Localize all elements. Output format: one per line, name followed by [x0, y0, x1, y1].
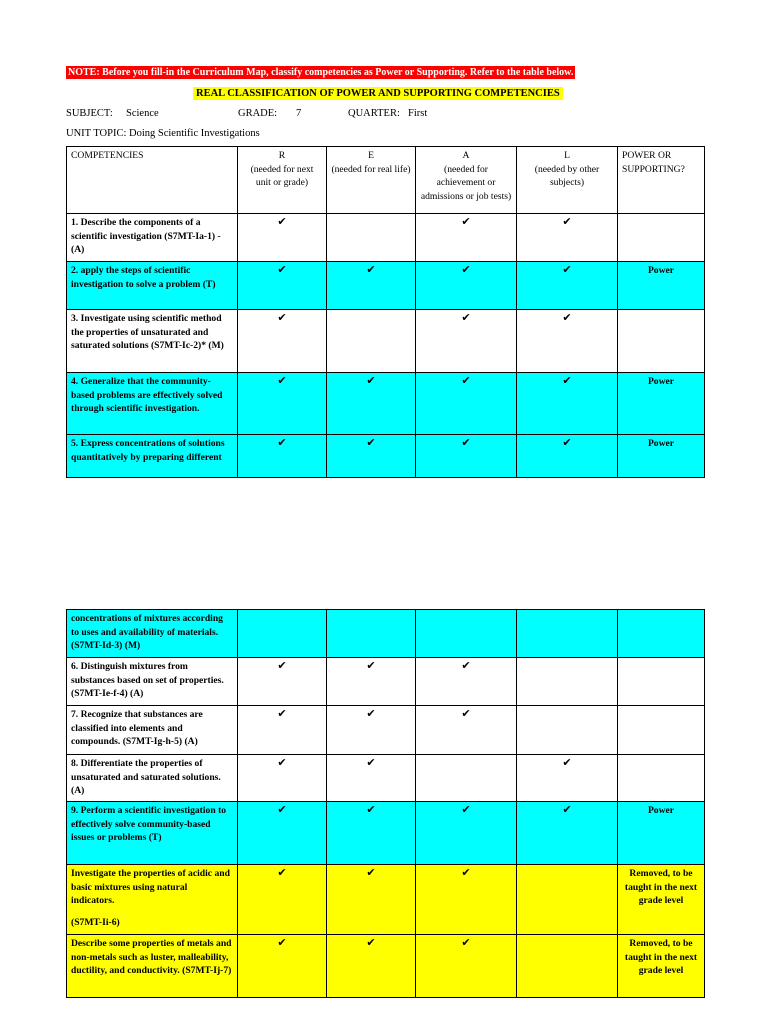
criterion-l-cell [517, 435, 618, 478]
header-e-letter: E [368, 150, 374, 161]
checkmark-icon: ✔ [461, 312, 471, 324]
checkmark-icon: ✔ [461, 437, 471, 449]
competency-cell [67, 755, 238, 802]
power-supporting-cell [618, 373, 705, 435]
criterion-a-cell [416, 658, 517, 706]
quarter-label: QUARTER: [348, 108, 400, 119]
classification-value: Power [647, 438, 675, 449]
checkmark-icon: ✔ [562, 264, 572, 276]
criterion-l-cell [517, 865, 618, 935]
criterion-r-cell [238, 802, 327, 865]
table-header-row [67, 147, 705, 214]
criterion-l-cell [517, 802, 618, 865]
power-supporting-cell [618, 435, 705, 478]
checkmark-icon: ✔ [277, 937, 287, 949]
criterion-r-cell [238, 658, 327, 706]
quarter-value: First [408, 108, 428, 119]
checkmark-icon: ✔ [461, 264, 471, 276]
competency-row [67, 373, 705, 435]
header-r-desc: (needed for next unit or grade) [250, 163, 314, 188]
competency-row [67, 262, 705, 310]
competency-row [67, 310, 705, 373]
competency-text: 7. Recognize that substances are classified into elements and compounds. (S7MT-Ig-h-5) (A) [71, 709, 203, 747]
criterion-e-cell [327, 706, 416, 755]
power-supporting-cell [618, 706, 705, 755]
power-supporting-cell [618, 262, 705, 310]
power-supporting-cell [618, 935, 705, 998]
competency-cell [67, 610, 238, 658]
classification-value: Removed, to be taught in the next grade level [624, 868, 698, 906]
competency-table-part2 [66, 609, 705, 998]
competency-text: 3. Investigate using scientific method the properties of unsaturated and saturated solutions (S7MT-Ic-2)* (M) [71, 313, 224, 351]
checkmark-icon: ✔ [366, 264, 376, 276]
competency-cell [67, 935, 238, 998]
competency-row [67, 214, 705, 262]
checkmark-icon: ✔ [562, 757, 572, 769]
power-supporting-cell [618, 610, 705, 658]
power-supporting-cell [618, 802, 705, 865]
instruction-note: NOTE: Before you fill-in the Curriculum Map, classify competencies as Power or Supporting. Refer to the table below. [68, 67, 574, 78]
competency-row [67, 435, 705, 478]
checkmark-icon: ✔ [366, 804, 376, 816]
header-a-desc: (needed for achievement or admissions or job tests) [420, 163, 512, 202]
header-e-desc: (needed for real life) [331, 163, 411, 175]
header-l-letter: L [564, 150, 570, 161]
power-supporting-cell [618, 658, 705, 706]
unit-topic: UNIT TOPIC: Doing Scientific Investigations [66, 128, 260, 139]
competency-cell [67, 706, 238, 755]
criterion-e-cell [327, 802, 416, 865]
criterion-a-cell [416, 802, 517, 865]
competency-row [67, 658, 705, 706]
criterion-e-cell [327, 435, 416, 478]
classification-value: Power [647, 265, 675, 276]
subject-value: Science [126, 108, 159, 119]
competency-cell [67, 658, 238, 706]
header-a-letter: A [462, 150, 470, 161]
criterion-a-cell [416, 865, 517, 935]
checkmark-icon: ✔ [366, 660, 376, 672]
competency-cell [67, 802, 238, 865]
checkmark-icon: ✔ [277, 312, 287, 324]
checkmark-icon: ✔ [277, 216, 287, 228]
header-r [238, 147, 327, 214]
competency-text: Describe some properties of metals and non-metals such as luster, malleability, ductility, and conductivity. (S7MT-Ij-7) [71, 938, 232, 976]
checkmark-icon: ✔ [366, 937, 376, 949]
competency-row [67, 935, 705, 998]
criterion-a-cell [416, 214, 517, 262]
header-r-letter: R [278, 150, 286, 161]
checkmark-icon: ✔ [461, 937, 471, 949]
checkmark-icon: ✔ [562, 216, 572, 228]
criterion-r-cell [238, 706, 327, 755]
criterion-a-cell [416, 755, 517, 802]
checkmark-icon: ✔ [562, 375, 572, 387]
criterion-l-cell [517, 935, 618, 998]
subject-label: SUBJECT: [66, 108, 113, 119]
competency-text: concentrations of mixtures according to uses and availability of materials. (S7MT-Id-3) (M) [71, 613, 223, 651]
criterion-e-cell [327, 310, 416, 373]
checkmark-icon: ✔ [562, 312, 572, 324]
checkmark-icon: ✔ [562, 437, 572, 449]
classification-value: Power [647, 376, 675, 387]
criterion-r-cell [238, 214, 327, 262]
grade-label: GRADE: [238, 108, 278, 119]
checkmark-icon: ✔ [461, 708, 471, 720]
competency-row [67, 755, 705, 802]
page-title: REAL CLASSIFICATION OF POWER AND SUPPORTING COMPETENCIES [193, 87, 563, 100]
grade-value: 7 [296, 108, 302, 119]
competency-text: 8. Differentiate the properties of unsaturated and saturated solutions. (A) [71, 758, 221, 796]
competency-text: 1. Describe the components of a scientific investigation (S7MT-Ia-1) - (A) [71, 217, 221, 255]
criterion-l-cell [517, 610, 618, 658]
criterion-e-cell [327, 658, 416, 706]
checkmark-icon: ✔ [461, 867, 471, 879]
header-e [327, 147, 416, 214]
checkmark-icon: ✔ [277, 660, 287, 672]
criterion-r-cell [238, 310, 327, 373]
criterion-e-cell [327, 755, 416, 802]
competency-row [67, 865, 705, 935]
power-supporting-cell [618, 214, 705, 262]
power-supporting-cell [618, 865, 705, 935]
checkmark-icon: ✔ [461, 660, 471, 672]
checkmark-icon: ✔ [461, 804, 471, 816]
checkmark-icon: ✔ [366, 867, 376, 879]
criterion-a-cell [416, 706, 517, 755]
checkmark-icon: ✔ [277, 804, 287, 816]
competency-table-part1 [66, 146, 705, 478]
criterion-e-cell [327, 373, 416, 435]
criterion-e-cell [327, 262, 416, 310]
criterion-e-cell [327, 865, 416, 935]
criterion-r-cell [238, 262, 327, 310]
criterion-l-cell [517, 755, 618, 802]
header-power-supporting: POWER OR SUPPORTING? [618, 147, 705, 214]
criterion-l-cell [517, 706, 618, 755]
criterion-a-cell [416, 935, 517, 998]
checkmark-icon: ✔ [461, 375, 471, 387]
criterion-r-cell [238, 935, 327, 998]
criterion-a-cell [416, 610, 517, 658]
competency-row [67, 610, 705, 658]
criterion-l-cell [517, 310, 618, 373]
criterion-e-cell [327, 610, 416, 658]
competency-text: 5. Express concentrations of solutions quantitatively by preparing different [71, 438, 225, 463]
competency-text: 2. apply the steps of scientific investigation to solve a problem (T) [71, 265, 216, 290]
competency-row [67, 802, 705, 865]
header-l [517, 147, 618, 214]
checkmark-icon: ✔ [562, 804, 572, 816]
criterion-e-cell [327, 935, 416, 998]
criterion-l-cell [517, 214, 618, 262]
checkmark-icon: ✔ [366, 375, 376, 387]
criterion-a-cell [416, 310, 517, 373]
competency-text: Investigate the properties of acidic and basic mixtures using natural indicators. [71, 868, 230, 906]
criterion-l-cell [517, 373, 618, 435]
checkmark-icon: ✔ [366, 757, 376, 769]
classification-value: Power [647, 805, 675, 816]
criterion-l-cell [517, 658, 618, 706]
checkmark-icon: ✔ [277, 375, 287, 387]
competency-cell [67, 865, 238, 935]
criterion-a-cell [416, 435, 517, 478]
competency-row [67, 706, 705, 755]
competency-cell [67, 262, 238, 310]
header-a [416, 147, 517, 214]
competency-text: 4. Generalize that the community-based problems are effectively solved through scientific investigation. [71, 376, 223, 414]
checkmark-icon: ✔ [366, 437, 376, 449]
criterion-l-cell [517, 262, 618, 310]
competency-cell [67, 435, 238, 478]
criterion-r-cell [238, 610, 327, 658]
checkmark-icon: ✔ [277, 867, 287, 879]
criterion-a-cell [416, 373, 517, 435]
criterion-r-cell [238, 755, 327, 802]
checkmark-icon: ✔ [277, 437, 287, 449]
competency-cell [67, 214, 238, 262]
competency-text: 9. Perform a scientific investigation to effectively solve community-based issues or problems (T) [71, 805, 227, 843]
checkmark-icon: ✔ [277, 264, 287, 276]
checkmark-icon: ✔ [461, 216, 471, 228]
checkmark-icon: ✔ [277, 757, 287, 769]
criterion-r-cell [238, 435, 327, 478]
competency-code: (S7MT-Ii-6) [71, 916, 120, 928]
competency-text: 6. Distinguish mixtures from substances based on set of properties. (S7MT-Ie-f-4) (A) [71, 661, 224, 699]
checkmark-icon: ✔ [277, 708, 287, 720]
criterion-a-cell [416, 262, 517, 310]
competency-cell [67, 373, 238, 435]
criterion-r-cell [238, 865, 327, 935]
header-l-desc: (needed by other subjects) [534, 163, 600, 188]
checkmark-icon: ✔ [366, 708, 376, 720]
criterion-r-cell [238, 373, 327, 435]
header-competencies: COMPETENCIES [67, 147, 238, 214]
power-supporting-cell [618, 310, 705, 373]
power-supporting-cell [618, 755, 705, 802]
criterion-e-cell [327, 214, 416, 262]
classification-value: Removed, to be taught in the next grade level [624, 938, 698, 976]
competency-cell [67, 310, 238, 373]
